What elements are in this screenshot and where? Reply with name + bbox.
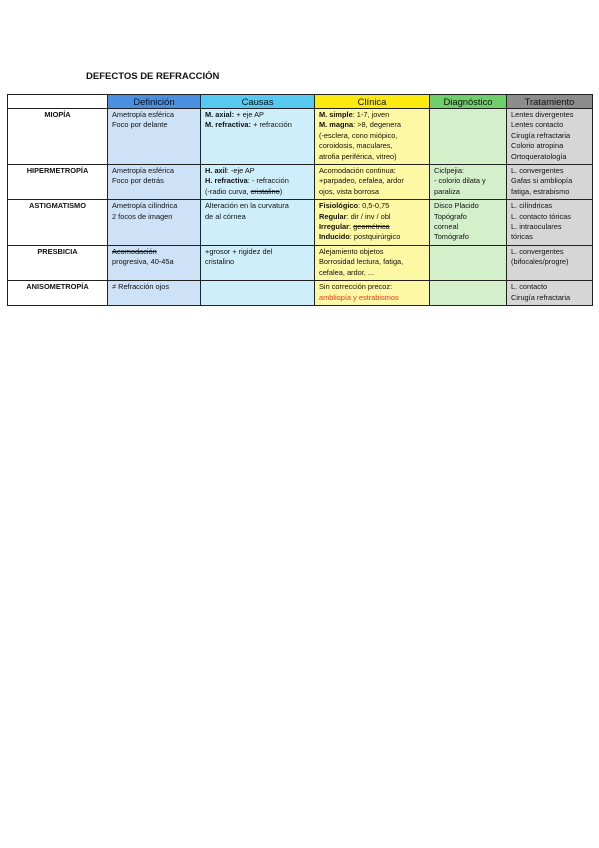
text-line: M. axial: + eje AP — [205, 110, 264, 119]
table-header-row — [8, 95, 593, 109]
text-line: Colorio atropina — [511, 141, 564, 151]
cell-tratamiento-anisometropia — [507, 281, 593, 306]
cell-diagnostico-hipermetropia — [430, 165, 507, 200]
text-line: L. contacto — [511, 282, 548, 292]
cell-diagnostico-astigmatismo — [430, 200, 507, 246]
text-line: Alejamiento objetos — [319, 246, 384, 256]
text-line: L. contacto tóricas — [511, 211, 571, 221]
table-row-astigmatismo — [8, 200, 593, 246]
text-line: H. refractiva: - refracción — [205, 176, 289, 186]
text-line: ≠ Refracción ojos — [112, 282, 170, 292]
text-line: - colorio dilata y — [434, 176, 486, 186]
table-row-hipermetropia — [8, 165, 593, 200]
text-line: Cirugía refractaria — [511, 292, 571, 302]
cell-diagnostico-miopia — [430, 109, 507, 165]
text-line: Gafas si ambliopía — [511, 176, 573, 186]
header-clinica: Clínica — [315, 95, 430, 109]
text-line: Acomodación continua: — [319, 166, 396, 176]
text-line: (bifocales/progre) — [511, 257, 569, 267]
table-row-anisometropia — [8, 281, 593, 306]
cell-clinica-astigmatismo — [315, 200, 430, 246]
refraction-defects-table — [7, 94, 593, 306]
cell-clinica-anisometropia — [315, 281, 430, 306]
text-line: Lentes contacto — [511, 120, 564, 130]
cell-tratamiento-presbicia — [507, 245, 593, 280]
text-line: Ciclpejia: — [434, 166, 464, 176]
text-line: Tomógrafo — [434, 232, 469, 242]
text-line: Ametropía esférica — [112, 166, 175, 176]
text-line: Foco por detrás — [112, 176, 164, 186]
row-name-astigmatismo: ASTIGMATISMO — [8, 200, 108, 246]
cell-tratamiento-astigmatismo — [507, 200, 593, 246]
cell-definicion-presbicia — [108, 245, 201, 280]
cell-diagnostico-presbicia — [430, 245, 507, 280]
cell-tratamiento-hipermetropia — [507, 165, 593, 200]
text-line: (-esclera, cono miópico, — [319, 130, 398, 140]
text-line: corneal — [434, 222, 459, 232]
text-line: Regular: dir / inv / obl — [319, 211, 391, 221]
text-line: L. convergentes — [511, 166, 564, 176]
text-line: +grosor + rigidez del — [205, 246, 273, 256]
text-line: L. intraoculares — [511, 222, 562, 232]
text-line: Ametropía esférica — [112, 110, 175, 119]
text-line: cefalea, ardor, ... — [319, 267, 375, 277]
header-causas: Causas — [201, 95, 315, 109]
cell-tratamiento-miopia — [507, 109, 593, 165]
text-line: de al córnea — [205, 211, 246, 221]
header-diagnostico: Diagnóstico — [430, 95, 507, 109]
row-name-anisometropia: ANISOMETROPÍA — [8, 281, 108, 306]
text-line: cristalino — [205, 257, 235, 267]
cell-definicion-miopia — [108, 109, 201, 165]
cell-causas-miopia — [201, 109, 315, 165]
text-line: Fisiológico: 0,5-0,75 — [319, 201, 390, 211]
text-line: tóricas — [511, 232, 533, 242]
cell-definicion-astigmatismo — [108, 200, 201, 246]
cell-causas-presbicia — [201, 245, 315, 280]
text-line: progresiva, 40-45a — [112, 257, 174, 267]
text-line: M. simple: 1-7, joven — [319, 110, 390, 119]
cell-causas-hipermetropia — [201, 165, 315, 200]
text-line: Disco Placido — [434, 201, 479, 211]
row-name-presbicia: PRESBICIA — [8, 245, 108, 280]
text-line: +parpadeo, cefalea, ardor — [319, 176, 404, 186]
cell-definicion-hipermetropia — [108, 165, 201, 200]
text-line: L. convergentes — [511, 246, 564, 256]
cell-diagnostico-anisometropia — [430, 281, 507, 306]
text-line: Foco por delante — [112, 120, 168, 130]
text-line: Borrosidad lectura, fatiga, — [319, 257, 404, 267]
cell-clinica-miopia — [315, 109, 430, 165]
text-line: Alteración en la curvatura — [205, 201, 289, 211]
text-line: paraliza — [434, 186, 460, 196]
text-line: Ortoqueratología — [511, 151, 567, 161]
header-definicion: Definición — [108, 95, 201, 109]
cell-causas-astigmatismo — [201, 200, 315, 246]
text-line: Cirugía refractaria — [511, 130, 571, 140]
text-line: ojos, vista borrosa — [319, 186, 379, 196]
text-line: coroidosis, maculares, — [319, 141, 393, 151]
document-title: DEFECTOS DE REFRACCIÓN — [86, 71, 220, 82]
table-row-presbicia — [8, 245, 593, 280]
text-line: Lentes divergentes — [511, 110, 574, 119]
text-line: L. cilíndricas — [511, 201, 553, 211]
text-line: (-radio curva, cristalino) — [205, 186, 283, 196]
text-line: H. axil: -eje AP — [205, 166, 255, 176]
header-blank-cell — [8, 95, 108, 109]
text-line: Acomodación — [112, 246, 157, 256]
row-name-miopia: MIOPÍA — [8, 109, 108, 165]
text-line: Ametropía cilíndrica — [112, 201, 178, 211]
cell-clinica-presbicia — [315, 245, 430, 280]
row-name-hipermetropia: HIPERMETROPÍA — [8, 165, 108, 200]
text-line: M. refractiva: + refracción — [205, 120, 292, 130]
table-row-miopia — [8, 109, 593, 165]
text-line: M. magna: >8, degenera — [319, 120, 401, 130]
text-line: Irregular: geométrica — [319, 222, 390, 232]
text-line: Sin corrección precoz: — [319, 282, 393, 292]
text-line: atrofia periférica, vitreo) — [319, 151, 397, 161]
cell-clinica-hipermetropia — [315, 165, 430, 200]
text-line: Topógrafo — [434, 211, 467, 221]
text-line: 2 focos de imagen — [112, 211, 173, 221]
text-line: fatiga, estrabismo — [511, 186, 570, 196]
text-line-highlight: ambliopía y estrabismos — [319, 292, 399, 302]
cell-causas-anisometropia — [201, 281, 315, 306]
text-line: Inducido: postquirúrgico — [319, 232, 401, 242]
cell-definicion-anisometropia — [108, 281, 201, 306]
header-tratamiento: Tratamiento — [507, 95, 593, 109]
